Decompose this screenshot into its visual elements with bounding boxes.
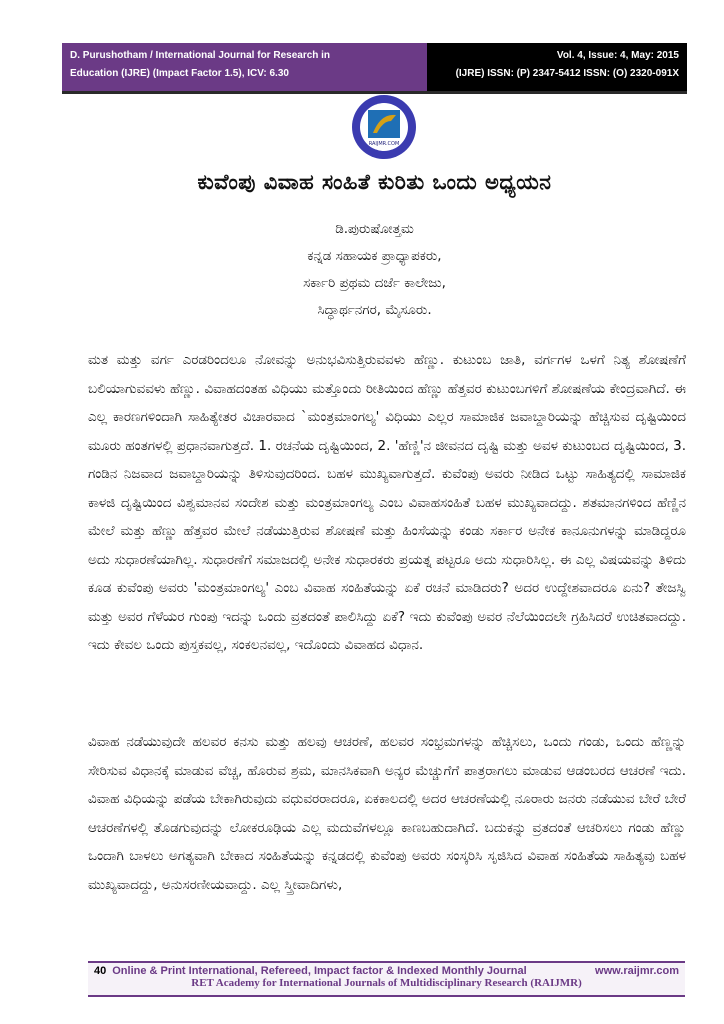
author-college: ಸರ್ಕಾರಿ ಪ್ರಥಮ ದರ್ಜೆ ಕಾಲೇಜು,: [303, 275, 446, 291]
header-issue-info: [427, 43, 687, 91]
header-right-line2: (IJRE) ISSN: (P) 2347-5412 ISSN: (O) 2320-091X: [455, 68, 679, 79]
body-paragraph-1: ಮತ ಮತ್ತು ವರ್ಗ ಎರಡರಿಂದಲೂ ನೋವನ್ನು ಅನುಭವಿಸುತ್ತಿರುವವಳು ಹೆಣ್ಣು. ಕುಟುಂಬ ಜಾತಿ, ವರ್ಗಗಳ ಒಳಗೆ ನಿತ್ಯ ಶೋಷಣೆಗೆ ಬಲಿಯಾಗುವವಳು ಹೆಣ್ಣು. ವಿವಾಹದಂತಹ ವಿಧಿಯು ಮತ್ತೊಂದು ರೀತಿಯಿಂದ ಹೆಣ್ಣು ಹೆತ್ತವರ ಕುಟುಂಬಗಳಿಗೆ ಶೋಷಣೆಯ ಕೇಂದ್ರವಾಗಿದೆ. ಈ ಎಲ್ಲ ಕಾರಣಗಳಿಂದಾಗಿ ಸಾಹಿತ್ಯೇತರ ವಿಚಾರವಾದ `ಮಂತ್ರಮಾಂಗಲ್ಯ' ವಿಧಿಯು ಎಲ್ಲರ ಸಾಮಾಜಿಕ ಜವಾಬ್ದಾರಿಯನ್ನು ಹೆಚ್ಚಿಸುವ ದೃಷ್ಟಿಯಿಂದ ಮೂರು ಹಂತಗಳಲ್ಲಿ ಪ್ರಧಾನವಾಗುತ್ತದೆ. 1. ರಚನೆಯ ದೃಷ್ಟಿಯಿಂದ, 2. 'ಹೆಣ್ಣಿ'ನ ಜೀವನದ ದೃಷ್ಟಿ ಮತ್ತು ಅವಳ ಕುಟುಂಬದ ದೃಷ್ಟಿಯಿಂದ, 3. ಗಂಡಿನ ನಿಜವಾದ ಜವಾಬ್ದಾರಿಯನ್ನು ತಿಳಿಸುವುದರಿಂದ. ಬಹಳ ಮುಖ್ಯವಾಗುತ್ತದೆ. ಕುವೆಂಪು ಅವರು ನೀಡಿದ ಒಟ್ಟು ಸಾಹಿತ್ಯದಲ್ಲಿ ಸಾಮಾಜಿಕ ಕಾಳಜಿ ದೃಷ್ಟಿಯಿಂದ ವಿಶ್ವಮಾನವ ಸಂದೇಶ ಮತ್ತು ಮಂತ್ರಮಾಂಗಲ್ಯ ಎಂಬ ವಿವಾಹಸಂಹಿತೆ ಬಹಳ ಮುಖ್ಯವಾದದ್ದು. ಶತಮಾನಗಳಿಂದ ಹೆಣ್ಣಿನ ಮೇಲೆ ಮತ್ತು ಹೆಣ್ಣು ಹೆತ್ತವರ ಮೇಲೆ ನಡೆಯುತ್ತಿರುವ ಶೋಷಣೆ ಮತ್ತು ಹಿಂಸೆಯನ್ನು ಕಂಡು ಸರ್ಕಾರ ಅನೇಕ ಕಾನೂನುಗಳನ್ನು ಮಾಡಿದ್ದರೂ ಅದು ಸುಧಾರಣೆಯಾಗಿಲ್ಲ. ಸುಧಾರಣೆಗೆ ಸಮಾಜದಲ್ಲಿ ಅನೇಕ ಸುಧಾರಕರು ಪ್ರಯತ್ನ ಪಟ್ಟರೂ ಅದು ಸುಧಾರಿಸಿಲ್ಲ. ಈ ಎಲ್ಲ ವಿಷಯವನ್ನು ತಿಳಿದು ಕೂಡ ಕುವೆಂಪು ಅವರು 'ಮಂತ್ರಮಾಂಗಲ್ಯ' ಎಂಬ ವಿವಾಹ ಸಂಹಿತೆಯನ್ನು ಏಕೆ ರಚನೆ ಮಾಡಿದರು? ಅದರ ಉದ್ದೇಶವಾದರೂ ಏನು? ತೇಜಸ್ವಿ ಮತ್ತು ಅವರ ಗೆಳೆಯರ ಗುಂಪು ಇದನ್ನು ಒಂದು ವ್ರತದಂತೆ ಪಾಲಿಸಿದ್ದು ಏಕೆ? ಇದು ಕುವೆಂಪು ಅವರ ನೆಲೆಯಿಂದಲೇ ಗ್ರಹಿಸಿದರೆ ಉಚಿತವಾದದ್ದು. ಇದು ಕೇವಲ ಒಂದು ಪುಸ್ತಕವಲ್ಲ, ಸಂಕಲನವಲ್ಲ, ಇದೊಂದು ವಿವಾಹದ ವಿಧಾನ.: [88, 352, 686, 653]
author-designation: ಕನ್ನಡ ಸಹಾಯಕ ಪ್ರಾಧ್ಯಾಪಕರು,: [307, 248, 442, 264]
page-number: 40: [94, 965, 107, 977]
header-journal-info: [62, 43, 427, 91]
paper-title: ಕುವೆಂಪು ವಿವಾಹ ಸಂಹಿತೆ ಕುರಿತು ಒಂದು ಅಧ್ಯಯನ: [197, 170, 552, 194]
author-place: ಸಿದ್ಧಾರ್ಥನಗರ, ಮೈಸೂರು.: [317, 302, 432, 318]
header-left-line1: D. Purushotham / International Journal for Research in: [70, 50, 331, 61]
header-left-line2: Education (IJRE) (Impact Factor 1.5), ICV: 6.30: [70, 68, 289, 79]
footer-text: [94, 965, 527, 977]
raijmr-logo: [341, 93, 427, 161]
journal-header: [62, 43, 687, 94]
footer-url[interactable]: www.raijmr.com: [595, 965, 679, 977]
header-right-line1: Vol. 4, Issue: 4, May: 2015: [556, 50, 679, 61]
footer-line1: Online & Print International, Refereed, Impact factor & Indexed Monthly Journal: [112, 965, 527, 977]
author-block: [62, 216, 687, 324]
footer-line2: RET Academy for International Journals of Multidisciplinary Research (RAIJMR): [191, 977, 582, 989]
author-name: ಡಿ.ಪುರುಷೋತ್ತಮ: [335, 221, 414, 237]
svg-text:RAIJMR.COM: RAIJMR.COM: [368, 141, 400, 147]
body-paragraph-2: ವಿವಾಹ ನಡೆಯುವುದೇ ಹಲವರ ಕನಸು ಮತ್ತು ಹಲವು ಆಚರಣೆ, ಹಲವರ ಸಂಭ್ರಮಗಳನ್ನು ಹೆಚ್ಚಿಸಲು, ಒಂದು ಗಂಡು, ಒಂದು ಹೆಣ್ಣನ್ನು ಸೇರಿಸುವ ವಿಧಾನಕ್ಕೆ ಮಾಡುವ ವೆಚ್ಚ, ಹೊರುವ ಶ್ರಮ, ಮಾನಸಿಕವಾಗಿ ಅನ್ಯರ ಮೆಚ್ಚುಗೆಗೆ ಪಾತ್ರರಾಗಲು ಮಾಡುವ ಆಡಂಬರದ ಆಚರಣೆ ಇದು. ವಿವಾಹ ವಿಧಿಯನ್ನು ಪಡೆಯ ಬೇಕಾಗಿರುವುದು ವಧುವರರಾದರೂ, ಏಕಕಾಲದಲ್ಲಿ ಅದರ ಆಚರಣೆಯಲ್ಲಿ ನೂರಾರು ಜನರು ನಡೆಯುವ ಬೇರೆ ಬೇರೆ ಆಚರಣೆಗಳಲ್ಲಿ ತೊಡಗುವುದನ್ನು ಲೋಕರೂಢಿಯ ಎಲ್ಲ ಮದುವೆಗಳಲ್ಲೂ ಕಾಣಬಹುದಾಗಿದೆ. ಬದುಕನ್ನು ವ್ರತದಂತೆ ಆಚರಿಸಲು ಗಂಡು ಹೆಣ್ಣು ಒಂದಾಗಿ ಬಾಳಲು ಅಗತ್ಯವಾಗಿ ಬೇಕಾದ ಸಂಹಿತೆಯನ್ನು ಕನ್ನಡದಲ್ಲಿ ಕುವೆಂಪು ಅವರು ಸಂಸ್ಕರಿಸಿ ಸೃಜಿಸಿದ ವಿವಾಹ ಸಂಹಿತೆಯ ಸಾಹಿತ್ಯವು ಬಹಳ ಮುಖ್ಯವಾದದ್ದು, ಅನುಸರಣೀಯವಾದ್ದು. ಎಲ್ಲ ಸ್ತ್ರೀವಾದಿಗಳು,: [88, 734, 686, 893]
journal-footer: [88, 961, 685, 997]
